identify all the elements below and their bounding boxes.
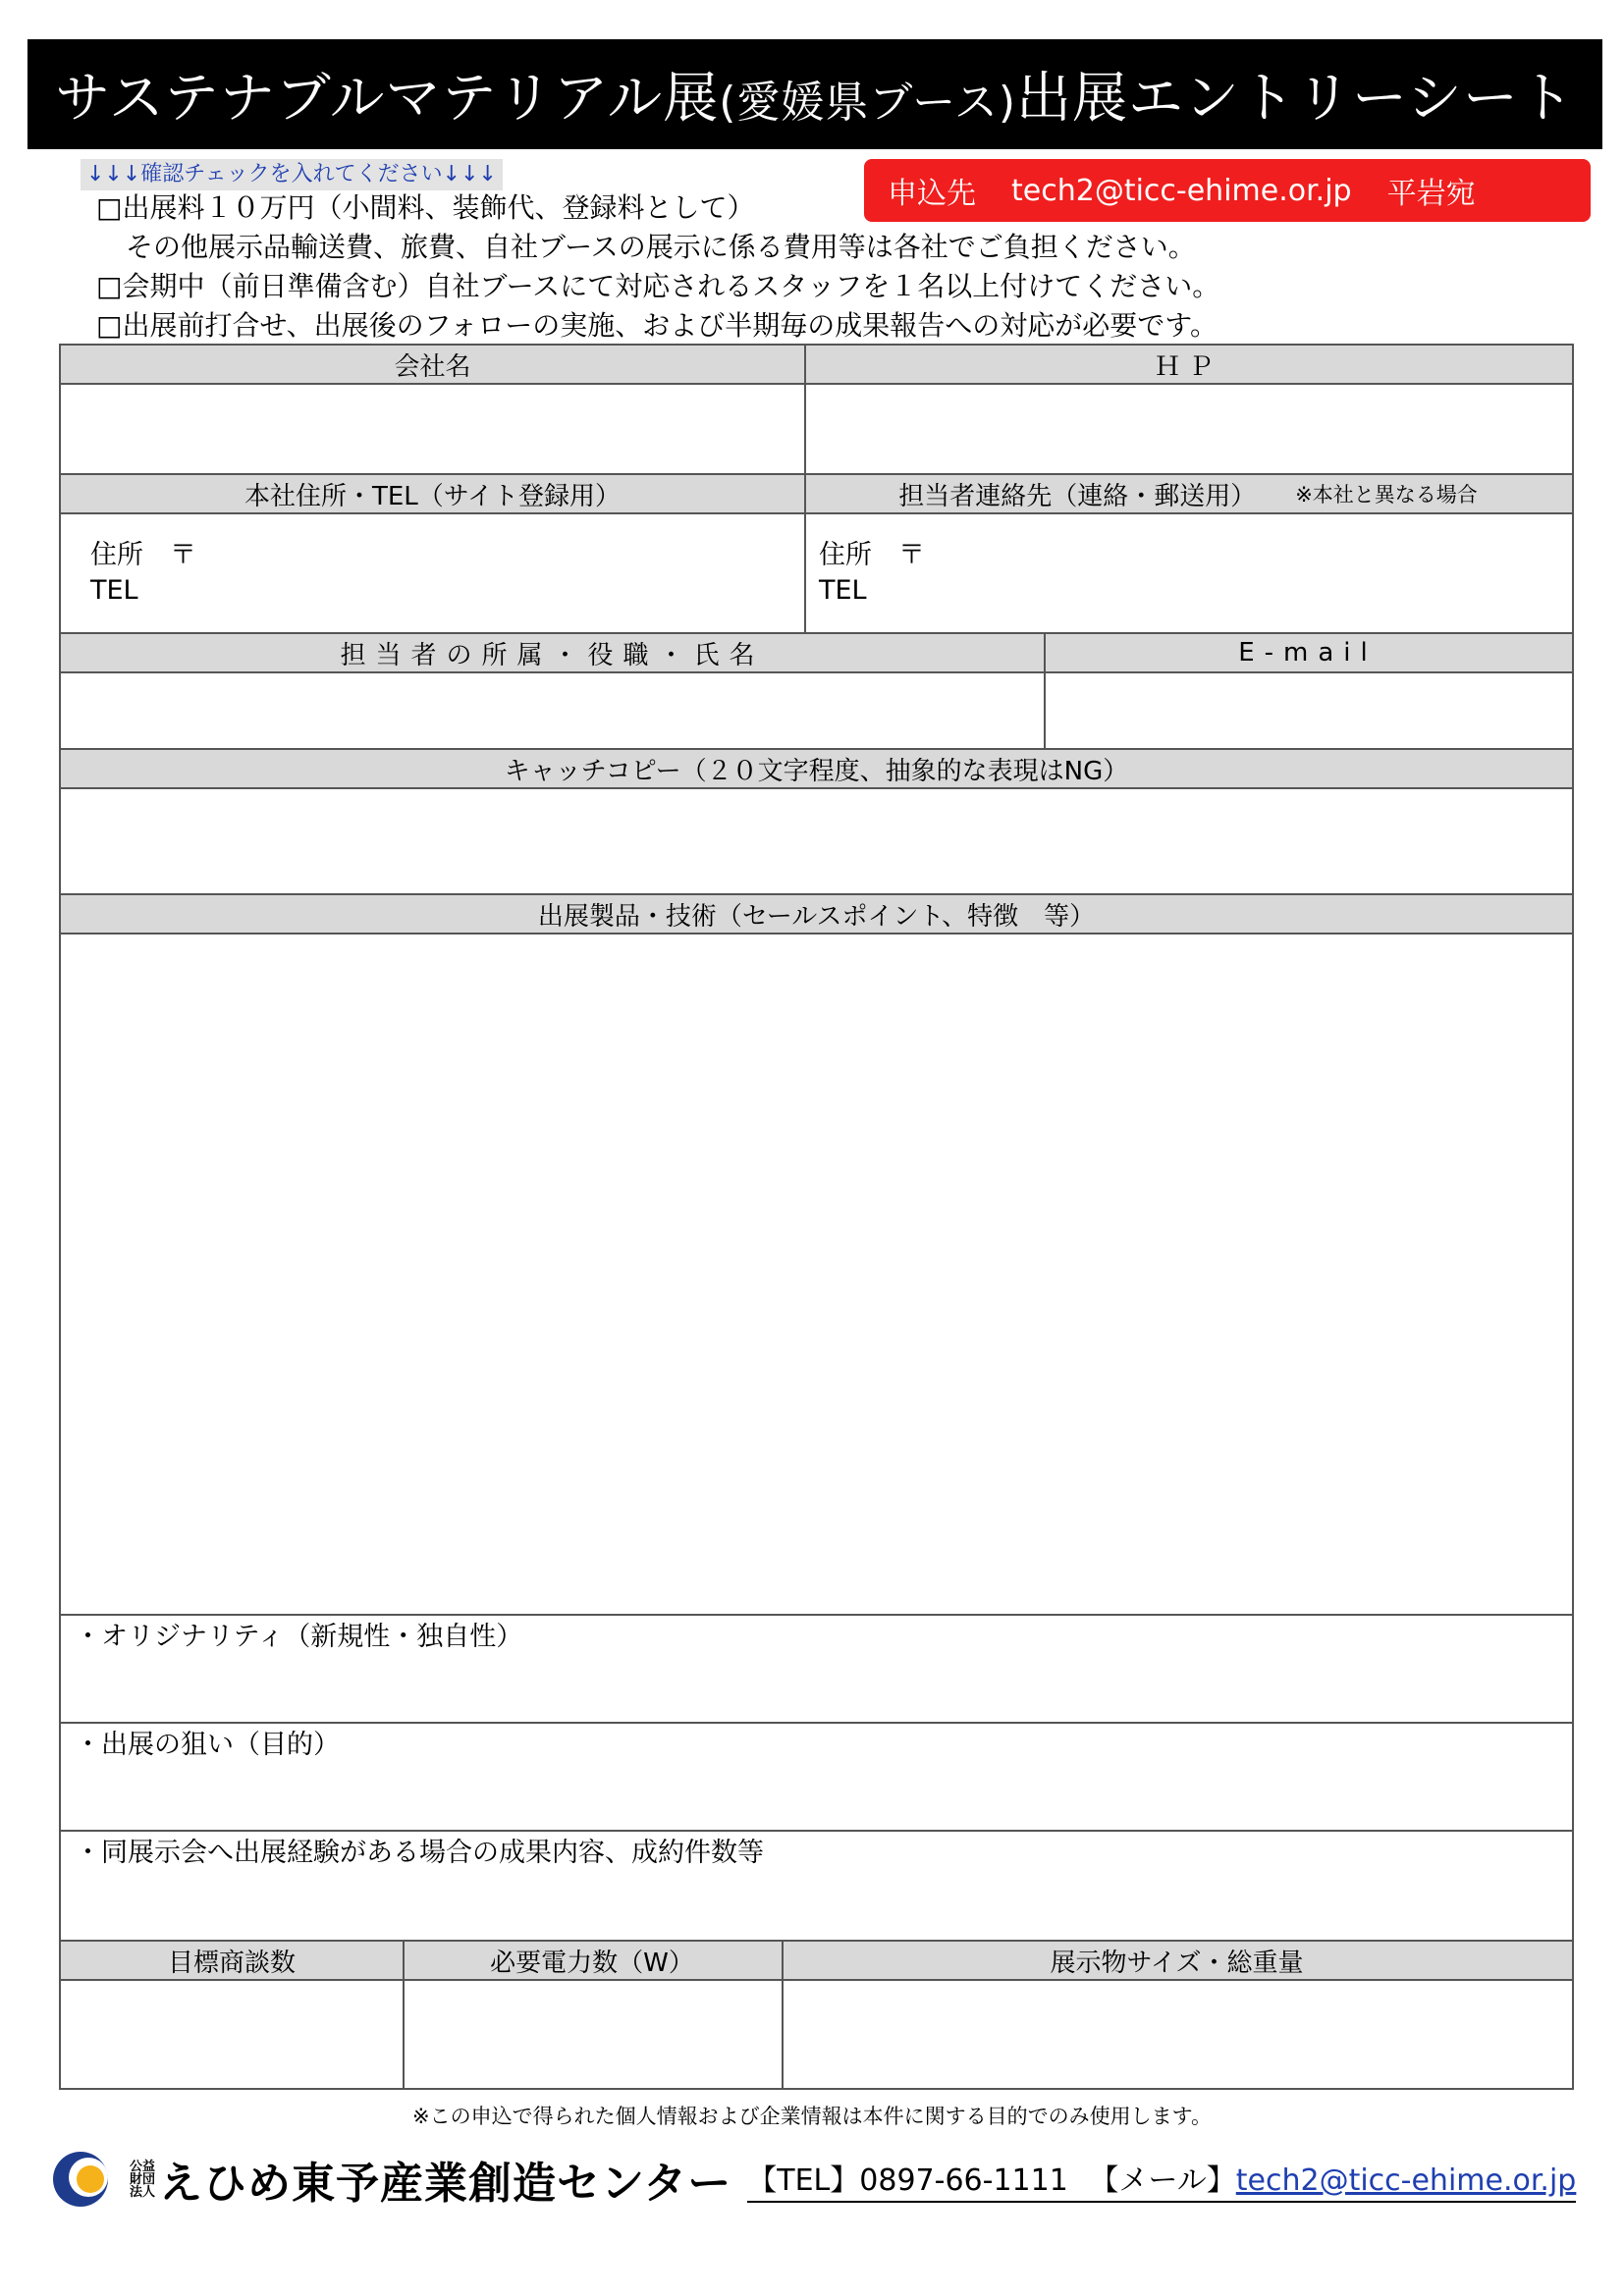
power-field[interactable] bbox=[405, 1981, 782, 2088]
exhibit-size-header: 展示物サイズ・総重量 bbox=[782, 1942, 1572, 1981]
footer-contact: 【TEL】0897-66-1111 【メール】tech2@ticc-ehime.or.jp bbox=[747, 2156, 1576, 2203]
products-field[interactable] bbox=[61, 934, 1572, 1614]
org-name: えひめ東予産業創造センター bbox=[159, 2159, 732, 2209]
contact-note: ※本社と異なる場合 bbox=[1295, 483, 1478, 507]
email-field[interactable] bbox=[1046, 673, 1572, 748]
experience-field[interactable] bbox=[61, 1832, 1572, 1940]
entry-form bbox=[59, 344, 1574, 2090]
footer-mail-link[interactable]: tech2@ticc-ehime.or.jp bbox=[1235, 2163, 1577, 2198]
org-logo-icon bbox=[49, 2148, 120, 2211]
title-bar bbox=[27, 39, 1602, 149]
divider bbox=[782, 1942, 784, 2089]
email-header: E-mail bbox=[1044, 634, 1572, 673]
products-header: 出展製品・技術（セールスポイント、特徴 等） bbox=[61, 895, 1572, 934]
note-followup[interactable]: □出展前打合せ、出展後のフォローの実施、および半期毎の成果報告への対応が必要です。 bbox=[96, 309, 1218, 342]
page-title: サステナブルマテリアル展(愛媛県ブース)出展エントリーシート bbox=[55, 67, 1575, 131]
hq-address-header: 本社住所・TEL（サイト登録用） bbox=[61, 475, 804, 514]
originality-field[interactable] bbox=[61, 1616, 1572, 1722]
footer-tel[interactable]: 0897-66-1111 bbox=[859, 2163, 1068, 2198]
destination-email[interactable]: tech2@ticc-ehime.or.jp bbox=[1011, 173, 1352, 208]
contact-address-header: 担当者連絡先（連絡・郵送用） ※本社と異なる場合 bbox=[804, 475, 1572, 514]
catchcopy-header: キャッチコピー（２０文字程度、抽象的な表現はNG） bbox=[61, 750, 1572, 789]
experience-label: ・同展示会へ出展経験がある場合の成果内容、成約件数等 bbox=[75, 1838, 764, 1868]
aim-label: ・出展の狙い（目的） bbox=[75, 1730, 340, 1760]
note-other-costs: その他展示品輸送費、旅費、自社ブースの展示に係る費用等は各社でご負担ください。 bbox=[126, 231, 1196, 263]
hp-field[interactable] bbox=[806, 385, 1572, 473]
divider bbox=[403, 1942, 405, 2089]
divider bbox=[1044, 634, 1046, 750]
person-field[interactable] bbox=[61, 673, 1044, 748]
check-hint: ↓↓↓確認チェックを入れてください↓↓↓ bbox=[81, 159, 503, 190]
exhibit-size-field[interactable] bbox=[784, 1981, 1572, 2088]
divider bbox=[804, 346, 806, 634]
org-prefix: 公益 財団 法人 bbox=[130, 2159, 156, 2200]
footer bbox=[49, 2140, 1576, 2218]
hq-address-field[interactable]: 住所 〒 TEL bbox=[90, 540, 196, 606]
privacy-note: ※この申込で得られた個人情報および企業情報は本件に関する目的でのみ使用します。 bbox=[412, 2105, 1212, 2128]
note-staff[interactable]: □会期中（前日準備含む）自社ブースにて対応されるスタッフを１名以上付けてください。 bbox=[96, 270, 1220, 302]
company-name-header: 会社名 bbox=[61, 346, 804, 385]
notes bbox=[96, 188, 1219, 346]
target-meetings-header: 目標商談数 bbox=[61, 1942, 403, 1981]
power-header: 必要電力数（W） bbox=[403, 1942, 782, 1981]
person-header: 担当者の所属・役職・氏名 bbox=[61, 634, 1044, 673]
catchcopy-field[interactable] bbox=[61, 789, 1572, 893]
contact-address-field[interactable]: 住所 〒 TEL bbox=[819, 540, 925, 606]
aim-field[interactable] bbox=[61, 1724, 1572, 1830]
note-fee[interactable]: □出展料１０万円（小間料、装飾代、登録料として） bbox=[96, 191, 755, 224]
company-name-field[interactable] bbox=[61, 385, 804, 473]
target-meetings-field[interactable] bbox=[61, 1981, 403, 2088]
originality-label: ・オリジナリティ（新規性・独自性） bbox=[75, 1622, 523, 1652]
destination-addressee: 平岩宛 bbox=[1386, 177, 1476, 211]
hp-header: ＨＰ bbox=[804, 346, 1572, 385]
destination-label: 申込先 bbox=[888, 177, 976, 211]
